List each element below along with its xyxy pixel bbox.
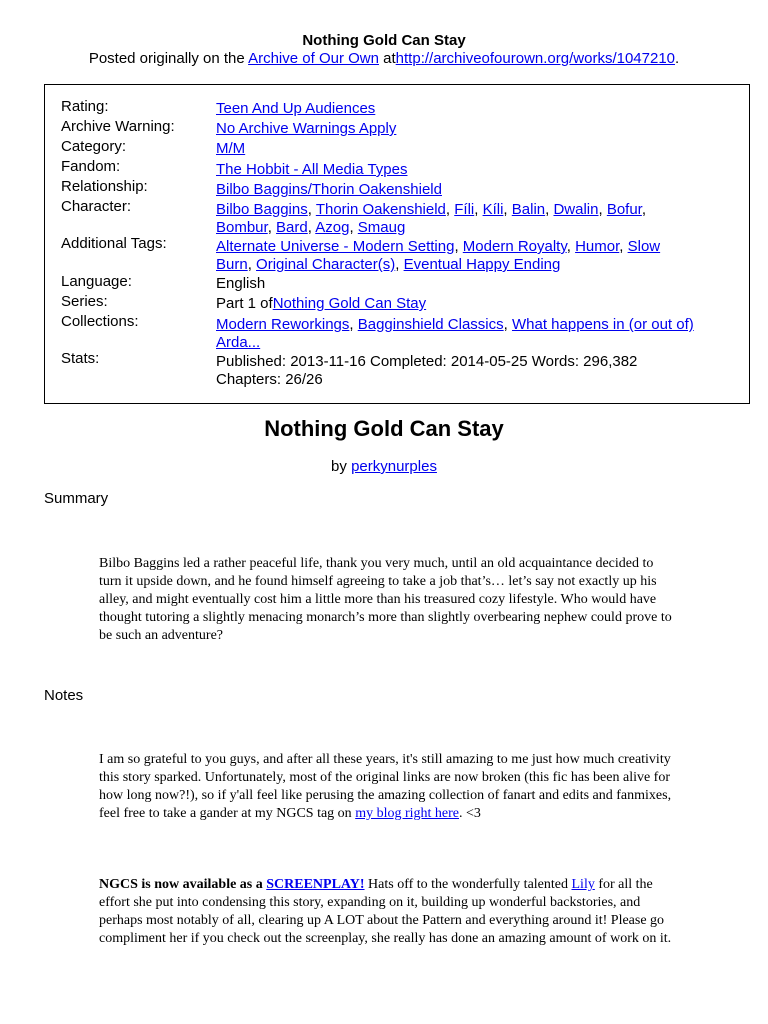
character-link[interactable]: Azog <box>315 219 350 236</box>
tags-label: Additional Tags: <box>61 235 167 252</box>
lily-link[interactable]: Lily <box>571 877 595 892</box>
rating-label: Rating: <box>61 98 109 115</box>
stats-value <box>216 353 696 389</box>
fandom-label: Fandom: <box>61 158 121 175</box>
language-label: Language: <box>61 273 132 290</box>
tag-link[interactable]: Eventual Happy Ending <box>403 256 561 273</box>
category-label: Category: <box>61 138 127 155</box>
character-link[interactable]: Fíli <box>454 201 475 218</box>
byline <box>0 458 768 475</box>
collection-link[interactable]: What happens in (or out of) Arda... <box>216 316 694 351</box>
screenplay-announcement: NGCS is now available as a <box>99 877 263 892</box>
tag-link[interactable]: Modern Royalty <box>462 238 567 255</box>
series-label: Series: <box>61 293 108 310</box>
rating-link[interactable]: Teen And Up Audiences <box>216 100 376 117</box>
work-url-link[interactable]: http://archiveofourown.org/works/1047210 <box>395 50 676 67</box>
collection-link[interactable]: Modern Reworkings <box>216 316 350 333</box>
relationship-link[interactable]: Bilbo Baggins/Thorin Oakenshield <box>216 181 442 198</box>
character-link[interactable]: Balin <box>511 201 546 218</box>
collections-label: Collections: <box>61 313 139 330</box>
collection-list: Modern Reworkings, Bagginshield Classics, What happens in (or out of) Arda... <box>216 316 694 351</box>
tag-list: Alternate Universe - Modern Setting, Modern Royalty, Humor, Slow Burn, Original Character(s), Eventual Happy Ending <box>216 238 661 273</box>
screenplay-link[interactable]: SCREENPLAY! <box>266 877 365 892</box>
tag-link[interactable]: Alternate Universe - Modern Setting <box>216 238 455 255</box>
character-link[interactable]: Dwalin <box>553 201 599 218</box>
tag-link[interactable]: Slow Burn <box>216 238 661 273</box>
notes-text-2-mid: Hats off to the wonderfully talented <box>368 877 568 892</box>
character-link[interactable]: Smaug <box>357 219 406 236</box>
category-link[interactable]: M/M <box>216 140 246 157</box>
character-link[interactable]: Thorin Oakenshield <box>315 201 446 218</box>
language-value: English <box>216 275 266 292</box>
archive-link[interactable]: Archive of Our Own <box>248 50 379 67</box>
tag-link[interactable]: Humor <box>575 238 620 255</box>
character-list: Bilbo Baggins, Thorin Oakenshield, Fíli, Kíli, Balin, Dwalin, Bofur, Bombur, Bard, Azog, Smaug <box>216 201 647 236</box>
stats-label: Stats: <box>61 350 100 367</box>
summary-text: Bilbo Baggins led a rather peaceful life, thank you very much, until an old acquaintance decided to turn it upside down, and he found himself agreeing to take a job that’s… let’s say not exactly up his alley, and might eventually cost him a little more than his treasured cozy lifestyle. Who would have thought tutoring a slightly menacing monarch’s more than slightly overbearing nephew could prove to be such an adventure? <box>99 556 672 643</box>
series-prefix: Part 1 of <box>216 295 273 312</box>
author-link[interactable]: perkynurples <box>351 458 437 475</box>
stats-line-1: Published: 2013-11-16 Completed: 2014-05-25 Words: 296,382 <box>216 353 638 370</box>
tag-link[interactable]: Original Character(s) <box>256 256 396 273</box>
posted-prefix: Posted originally on the <box>88 50 245 67</box>
blog-link[interactable]: my blog right here <box>355 806 459 821</box>
work-title: Nothing Gold Can Stay <box>264 416 504 441</box>
character-link[interactable]: Kíli <box>482 201 504 218</box>
stats-line-2: Chapters: 26/26 <box>216 371 323 388</box>
document-title: Nothing Gold Can Stay <box>302 32 466 49</box>
notes-text-2-rest: for all the effort she put into condensing this story, expanding on it, building up wonderful backstories, and perhaps most notably of all, clearing up A LOT about the Pattern and everything around it! Please go compliment her if you check out the screenplay, she really has done an amazing amount of work on it. <box>99 877 672 946</box>
notes-text-1-end: . <3 <box>459 806 481 821</box>
series-value <box>216 295 696 313</box>
warning-label: Archive Warning: <box>61 118 175 135</box>
character-label: Character: <box>61 198 132 215</box>
character-link[interactable]: Bard <box>276 219 308 236</box>
metadata-box <box>44 84 750 404</box>
at-text: at <box>383 50 396 67</box>
warning-link[interactable]: No Archive Warnings Apply <box>216 120 397 137</box>
character-link[interactable]: Bofur <box>606 201 642 218</box>
notes-heading: Notes <box>44 687 84 704</box>
character-link[interactable]: Bilbo Baggins <box>216 201 308 218</box>
notes-paragraph-1 <box>99 751 679 823</box>
by-text: by <box>331 458 347 475</box>
collection-link[interactable]: Bagginshield Classics <box>357 316 504 333</box>
relationship-label: Relationship: <box>61 178 148 195</box>
summary-heading: Summary <box>44 490 109 507</box>
notes-text-1: I am so grateful to you guys, and after all these years, it's still amazing to me just how much creativity this story sparked. Unfortunately, most of the original links are now broken (this fic has been alive for how long now?!), so if y'all feel like perusing the amazing collection of fanart and edits and fanmixes, feel free to take a gander at my NGCS tag on <box>99 752 672 821</box>
notes-paragraph-2 <box>99 876 679 948</box>
posted-line <box>0 50 768 67</box>
fandom-link[interactable]: The Hobbit - All Media Types <box>216 161 408 178</box>
series-link[interactable]: Nothing Gold Can Stay <box>272 295 427 312</box>
period: . <box>675 50 680 67</box>
character-link[interactable]: Bombur <box>216 219 268 236</box>
